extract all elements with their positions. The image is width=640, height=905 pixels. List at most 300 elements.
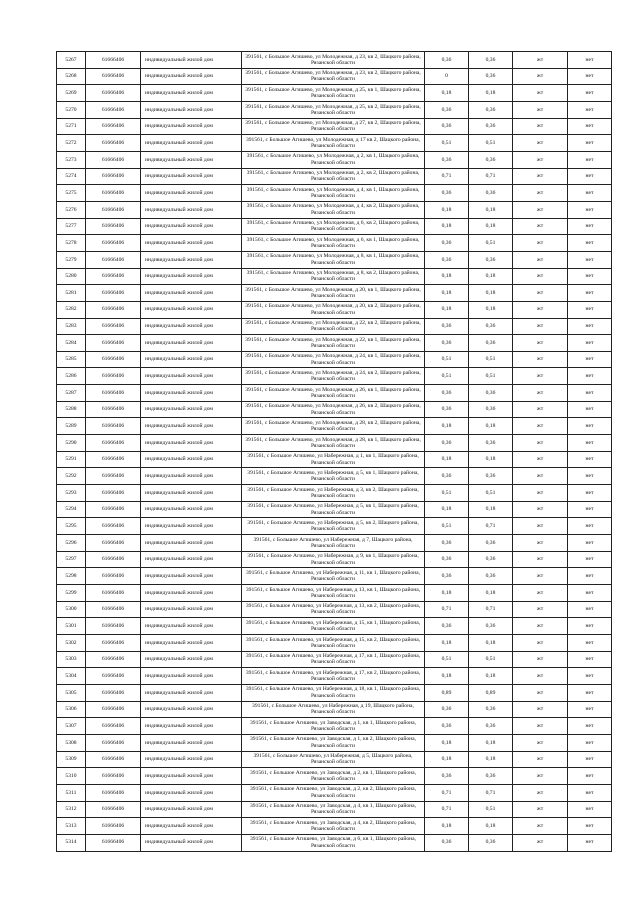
row-number-cell: 5277 [57,218,86,235]
usage-cell: жт [513,651,568,668]
address-cell: 391561, с Большое Агишево, ул Набережная, д 9, кв 1, Шацкого района, Рязанской области [242,551,425,568]
row-number-cell: 5287 [57,385,86,402]
oktmo-code-cell: 61666406 [86,601,141,618]
ownership-cell: нет [568,418,612,435]
oktmo-code-cell: 61666406 [86,684,141,701]
ownership-cell: нет [568,468,612,485]
table-row [57,168,612,185]
oktmo-code-cell: 61666406 [86,68,141,85]
object-type-cell: индивидуальный жилой дом [141,351,242,368]
usage-cell: жт [513,52,568,69]
area-total-cell: 0,71 [469,518,513,535]
area-total-cell: 0,18 [469,751,513,768]
area-value-cell: 0,36 [425,568,469,585]
address-cell: 391561, с Большое Агишево, ул Заводская, д 2, кв 2, Шацкого района, Рязанской области [242,784,425,801]
table-row [57,734,612,751]
row-number-cell: 5269 [57,85,86,102]
object-type-cell: индивидуальный жилой дом [141,401,242,418]
usage-cell: жт [513,135,568,152]
table-row [57,535,612,552]
area-value-cell: 0,51 [425,485,469,502]
ownership-cell: нет [568,218,612,235]
object-type-cell: индивидуальный жилой дом [141,118,242,135]
table-row [57,768,612,785]
object-type-cell: индивидуальный жилой дом [141,68,242,85]
area-value-cell: 0,18 [425,501,469,518]
table-row [57,335,612,352]
usage-cell: жт [513,668,568,685]
housing-registry-table [56,51,612,852]
usage-cell: жт [513,285,568,302]
address-cell: 391561, с Большое Агишево, ул Молодежная, д 22, кв 1, Шацкого района, Рязанской области [242,335,425,352]
area-value-cell: 0 [425,68,469,85]
table-row [57,435,612,452]
ownership-cell: нет [568,118,612,135]
area-total-cell: 0,36 [469,768,513,785]
ownership-cell: нет [568,668,612,685]
table-row [57,601,612,618]
oktmo-code-cell: 61666406 [86,268,141,285]
usage-cell: жт [513,568,568,585]
address-cell: 391561, с Большое Агишево, ул Молодежная, д 28, кв 1, Шацкого района, Рязанской области [242,435,425,452]
table-row [57,634,612,651]
ownership-cell: нет [568,85,612,102]
usage-cell: жт [513,801,568,818]
object-type-cell: индивидуальный жилой дом [141,601,242,618]
object-type-cell: индивидуальный жилой дом [141,801,242,818]
ownership-cell: нет [568,734,612,751]
address-cell: 391561, с Большое Агишево, ул Молодежная, д 27, кв 2, Шацкого района, Рязанской области [242,118,425,135]
table-row [57,85,612,102]
table-row [57,101,612,118]
address-cell: 391561, с Большое Агишево, ул Молодежная, д 6, кв 1, Шацкого района, Рязанской области [242,235,425,252]
oktmo-code-cell: 61666406 [86,568,141,585]
table-row [57,135,612,152]
area-value-cell: 0,36 [425,151,469,168]
usage-cell: жт [513,418,568,435]
area-total-cell: 0,18 [469,85,513,102]
row-number-cell: 5272 [57,135,86,152]
area-value-cell: 0,36 [425,718,469,735]
ownership-cell: нет [568,401,612,418]
row-number-cell: 5296 [57,535,86,552]
table-row [57,285,612,302]
table-row [57,568,612,585]
table-row [57,618,612,635]
area-total-cell: 0,36 [469,435,513,452]
row-number-cell: 5299 [57,585,86,602]
ownership-cell: нет [568,834,612,851]
ownership-cell: нет [568,601,612,618]
table-row [57,301,612,318]
area-total-cell: 0,36 [469,251,513,268]
row-number-cell: 5278 [57,235,86,252]
area-total-cell: 0,36 [469,385,513,402]
ownership-cell: нет [568,185,612,202]
row-number-cell: 5313 [57,818,86,835]
usage-cell: жт [513,218,568,235]
usage-cell: жт [513,251,568,268]
object-type-cell: индивидуальный жилой дом [141,668,242,685]
usage-cell: жт [513,318,568,335]
usage-cell: жт [513,235,568,252]
ownership-cell: нет [568,168,612,185]
area-value-cell: 0,36 [425,335,469,352]
area-value-cell: 0,18 [425,668,469,685]
table-row [57,718,612,735]
row-number-cell: 5297 [57,551,86,568]
table-row [57,68,612,85]
area-total-cell: 0,36 [469,718,513,735]
oktmo-code-cell: 61666406 [86,168,141,185]
area-value-cell: 0,18 [425,418,469,435]
oktmo-code-cell: 61666406 [86,118,141,135]
address-cell: 391561, с Большое Агишево, ул Молодежная, д 8, кв 2, Шацкого района, Рязанской области [242,268,425,285]
address-cell: 391561, с Большое Агишево, ул Молодежная, д 20, кв 1, Шацкого района, Рязанской области [242,285,425,302]
row-number-cell: 5295 [57,518,86,535]
address-cell: 391561, с Большое Агишево, ул Набережная, д 5, кв 2, Шацкого района, Рязанской области [242,518,425,535]
area-total-cell: 0,18 [469,201,513,218]
area-value-cell: 0,18 [425,85,469,102]
object-type-cell: индивидуальный жилой дом [141,235,242,252]
address-cell: 391561, с Большое Агишево, ул Молодежная, д 20, кв 2, Шацкого района, Рязанской области [242,301,425,318]
object-type-cell: индивидуальный жилой дом [141,101,242,118]
area-value-cell: 0,18 [425,751,469,768]
area-value-cell: 0,89 [425,684,469,701]
address-cell: 391561, с Большое Агишево, ул Молодежная, д 26, кв 2, Шацкого района, Рязанской области [242,401,425,418]
area-total-cell: 0,18 [469,285,513,302]
ownership-cell: нет [568,801,612,818]
table-row [57,501,612,518]
object-type-cell: индивидуальный жилой дом [141,718,242,735]
table-row [57,834,612,851]
usage-cell: жт [513,468,568,485]
oktmo-code-cell: 61666406 [86,468,141,485]
oktmo-code-cell: 61666406 [86,285,141,302]
ownership-cell: нет [568,568,612,585]
table-row [57,701,612,718]
usage-cell: жт [513,751,568,768]
object-type-cell: индивидуальный жилой дом [141,201,242,218]
ownership-cell: нет [568,68,612,85]
oktmo-code-cell: 61666406 [86,551,141,568]
oktmo-code-cell: 61666406 [86,385,141,402]
row-number-cell: 5271 [57,118,86,135]
usage-cell: жт [513,401,568,418]
usage-cell: жт [513,618,568,635]
oktmo-code-cell: 61666406 [86,151,141,168]
area-value-cell: 0,18 [425,301,469,318]
address-cell: 391561, с Большое Агишево, ул Молодежная, д 24, кв 1, Шацкого района, Рязанской области [242,351,425,368]
address-cell: 391561, с Большое Агишево, ул Заводская, д 1, кв 1, Шацкого района, Рязанской области [242,718,425,735]
row-number-cell: 5304 [57,668,86,685]
ownership-cell: нет [568,135,612,152]
area-total-cell: 0,18 [469,218,513,235]
object-type-cell: индивидуальный жилой дом [141,834,242,851]
area-value-cell: 0,36 [425,385,469,402]
usage-cell: жт [513,301,568,318]
oktmo-code-cell: 61666406 [86,751,141,768]
area-value-cell: 0,36 [425,834,469,851]
oktmo-code-cell: 61666406 [86,734,141,751]
object-type-cell: индивидуальный жилой дом [141,385,242,402]
area-value-cell: 0,36 [425,235,469,252]
object-type-cell: индивидуальный жилой дом [141,568,242,585]
object-type-cell: индивидуальный жилой дом [141,585,242,602]
usage-cell: жт [513,768,568,785]
oktmo-code-cell: 61666406 [86,52,141,69]
row-number-cell: 5300 [57,601,86,618]
oktmo-code-cell: 61666406 [86,135,141,152]
area-total-cell: 0,36 [469,535,513,552]
usage-cell: жт [513,385,568,402]
table-row [57,251,612,268]
object-type-cell: индивидуальный жилой дом [141,634,242,651]
address-cell: 391561, с Большое Агишево, ул Молодежная, д 8, кв 1, Шацкого района, Рязанской области [242,251,425,268]
usage-cell: жт [513,351,568,368]
ownership-cell: нет [568,585,612,602]
address-cell: 391561, с Большое Агишево, ул Молодежная, д 22, кв 2, Шацкого района, Рязанской области [242,318,425,335]
ownership-cell: нет [568,268,612,285]
address-cell: 391561, с Большое Агишево, ул Молодежная, д 25, кв 1, Шацкого района, Рязанской области [242,85,425,102]
row-number-cell: 5276 [57,201,86,218]
usage-cell: жт [513,784,568,801]
area-value-cell: 0,51 [425,368,469,385]
table-row [57,351,612,368]
ownership-cell: нет [568,285,612,302]
row-number-cell: 5279 [57,251,86,268]
ownership-cell: нет [568,201,612,218]
row-number-cell: 5292 [57,468,86,485]
object-type-cell: индивидуальный жилой дом [141,52,242,69]
row-number-cell: 5268 [57,68,86,85]
area-value-cell: 0,51 [425,518,469,535]
area-total-cell: 0,36 [469,318,513,335]
area-total-cell: 0,36 [469,618,513,635]
usage-cell: жт [513,268,568,285]
table-row [57,385,612,402]
address-cell: 391561, с Большое Агишево, ул Молодежная, д 17 кв 2, Шацкого района, Рязанской области [242,135,425,152]
area-value-cell: 0,18 [425,451,469,468]
address-cell: 391561, с Большое Агишево, ул Набережная, д 13, кв 1, Шацкого района, Рязанской области [242,585,425,602]
ownership-cell: нет [568,768,612,785]
object-type-cell: индивидуальный жилой дом [141,535,242,552]
table-row [57,485,612,502]
row-number-cell: 5273 [57,151,86,168]
table-row [57,585,612,602]
area-total-cell: 0,18 [469,501,513,518]
usage-cell: жт [513,601,568,618]
row-number-cell: 5311 [57,784,86,801]
area-value-cell: 0,36 [425,435,469,452]
ownership-cell: нет [568,451,612,468]
area-value-cell: 0,36 [425,551,469,568]
ownership-cell: нет [568,485,612,502]
address-cell: 391561, с Большое Агишево, ул Набережная, д 5, Шацкого района, Рязанской области [242,751,425,768]
row-number-cell: 5312 [57,801,86,818]
row-number-cell: 5275 [57,185,86,202]
table-row [57,185,612,202]
area-value-cell: 0,36 [425,535,469,552]
ownership-cell: нет [568,151,612,168]
usage-cell: жт [513,101,568,118]
area-total-cell: 0,36 [469,151,513,168]
row-number-cell: 5307 [57,718,86,735]
usage-cell: жт [513,501,568,518]
oktmo-code-cell: 61666406 [86,335,141,352]
row-number-cell: 5281 [57,285,86,302]
object-type-cell: индивидуальный жилой дом [141,468,242,485]
area-value-cell: 0,18 [425,285,469,302]
ownership-cell: нет [568,235,612,252]
row-number-cell: 5308 [57,734,86,751]
ownership-cell: нет [568,52,612,69]
ownership-cell: нет [568,518,612,535]
ownership-cell: нет [568,318,612,335]
area-value-cell: 0,18 [425,218,469,235]
address-cell: 391561, с Большое Агишево, ул Молодежная, д 28, кв 2, Шацкого района, Рязанской области [242,418,425,435]
row-number-cell: 5298 [57,568,86,585]
ownership-cell: нет [568,701,612,718]
area-value-cell: 0,51 [425,135,469,152]
oktmo-code-cell: 61666406 [86,834,141,851]
row-number-cell: 5294 [57,501,86,518]
oktmo-code-cell: 61666406 [86,235,141,252]
table-row [57,418,612,435]
area-value-cell: 0,18 [425,201,469,218]
table-row [57,668,612,685]
row-number-cell: 5310 [57,768,86,785]
registry-table-body [57,52,612,852]
object-type-cell: индивидуальный жилой дом [141,135,242,152]
usage-cell: жт [513,718,568,735]
address-cell: 391561, с Большое Агишево, ул Заводская, д 4, кв 1, Шацкого района, Рязанской области [242,801,425,818]
row-number-cell: 5306 [57,701,86,718]
row-number-cell: 5302 [57,634,86,651]
oktmo-code-cell: 61666406 [86,418,141,435]
object-type-cell: индивидуальный жилой дом [141,318,242,335]
table-row [57,52,612,69]
object-type-cell: индивидуальный жилой дом [141,784,242,801]
object-type-cell: индивидуальный жилой дом [141,618,242,635]
address-cell: 391561, с Большое Агишево, ул Набережная, д 17, кв 2, Шацкого района, Рязанской области [242,668,425,685]
object-type-cell: индивидуальный жилой дом [141,451,242,468]
address-cell: 391561, с Большое Агишево, ул Молодежная, д 23, кв 2, Шацкого района, Рязанской области [242,68,425,85]
object-type-cell: индивидуальный жилой дом [141,435,242,452]
area-value-cell: 0,36 [425,618,469,635]
area-total-cell: 0,36 [469,101,513,118]
address-cell: 391561, с Большое Агишево, ул Заводская, д 1, кв 2, Шацкого района, Рязанской области [242,734,425,751]
area-total-cell: 0,18 [469,301,513,318]
area-value-cell: 0,71 [425,168,469,185]
row-number-cell: 5270 [57,101,86,118]
row-number-cell: 5290 [57,435,86,452]
usage-cell: жт [513,585,568,602]
area-total-cell: 0,36 [469,834,513,851]
area-value-cell: 0,36 [425,101,469,118]
oktmo-code-cell: 61666406 [86,501,141,518]
address-cell: 391561, с Большое Агишево, ул Набережная, д 5, кв 1, Шацкого района, Рязанской области [242,468,425,485]
oktmo-code-cell: 61666406 [86,185,141,202]
oktmo-code-cell: 61666406 [86,801,141,818]
oktmo-code-cell: 61666406 [86,585,141,602]
table-row [57,684,612,701]
address-cell: 391561, с Большое Агишево, ул Набережная, д 11, кв 1, Шацкого района, Рязанской области [242,568,425,585]
ownership-cell: нет [568,551,612,568]
table-row [57,151,612,168]
usage-cell: жт [513,85,568,102]
address-cell: 391561, с Большое Агишево, ул Молодежная, д 25, кв 2, Шацкого района, Рязанской области [242,101,425,118]
row-number-cell: 5303 [57,651,86,668]
object-type-cell: индивидуальный жилой дом [141,301,242,318]
table-row [57,551,612,568]
ownership-cell: нет [568,435,612,452]
row-number-cell: 5280 [57,268,86,285]
object-type-cell: индивидуальный жилой дом [141,151,242,168]
object-type-cell: индивидуальный жилой дом [141,751,242,768]
area-total-cell: 0,71 [469,601,513,618]
area-value-cell: 0,18 [425,818,469,835]
object-type-cell: индивидуальный жилой дом [141,651,242,668]
ownership-cell: нет [568,535,612,552]
area-total-cell: 0,18 [469,268,513,285]
object-type-cell: индивидуальный жилой дом [141,251,242,268]
ownership-cell: нет [568,335,612,352]
address-cell: 391561, с Большое Агишево, ул Набережная, д 15, кв 1, Шацкого района, Рязанской области [242,618,425,635]
row-number-cell: 5301 [57,618,86,635]
oktmo-code-cell: 61666406 [86,535,141,552]
oktmo-code-cell: 61666406 [86,318,141,335]
oktmo-code-cell: 61666406 [86,701,141,718]
usage-cell: жт [513,701,568,718]
address-cell: 391561, с Большое Агишево, ул Набережная, д 17, кв 1, Шацкого района, Рязанской области [242,651,425,668]
ownership-cell: нет [568,718,612,735]
address-cell: 391561, с Большое Агишево, ул Набережная, д 18, кв 1, Шацкого района, Рязанской области [242,684,425,701]
address-cell: 391561, с Большое Агишево, ул Набережная, д 7, Шацкого района, Рязанской области [242,535,425,552]
ownership-cell: нет [568,618,612,635]
address-cell: 391561, с Большое Агишево, ул Молодежная, д 23, кв 2, Шацкого района, Рязанской области [242,52,425,69]
area-value-cell: 0,36 [425,251,469,268]
address-cell: 391561, с Большое Агишево, ул Заводская, д 2, кв 1, Шацкого района, Рязанской области [242,768,425,785]
ownership-cell: нет [568,684,612,701]
oktmo-code-cell: 61666406 [86,351,141,368]
row-number-cell: 5305 [57,684,86,701]
table-row [57,401,612,418]
area-total-cell: 0,51 [469,651,513,668]
object-type-cell: индивидуальный жилой дом [141,368,242,385]
area-value-cell: 0,18 [425,634,469,651]
address-cell: 391561, с Большое Агишево, ул Молодежная, д 4, кв 1, Шацкого района, Рязанской области [242,185,425,202]
row-number-cell: 5288 [57,401,86,418]
table-row [57,751,612,768]
ownership-cell: нет [568,784,612,801]
area-total-cell: 0,18 [469,668,513,685]
object-type-cell: индивидуальный жилой дом [141,418,242,435]
table-row [57,518,612,535]
oktmo-code-cell: 61666406 [86,218,141,235]
area-value-cell: 0,36 [425,468,469,485]
usage-cell: жт [513,734,568,751]
area-total-cell: 0,71 [469,168,513,185]
oktmo-code-cell: 61666406 [86,768,141,785]
address-cell: 391561, с Большое Агишево, ул Набережная, д 3, кв 2, Шацкого района, Рязанской области [242,485,425,502]
usage-cell: жт [513,201,568,218]
ownership-cell: нет [568,634,612,651]
area-total-cell: 0,71 [469,784,513,801]
ownership-cell: нет [568,251,612,268]
area-total-cell: 0,18 [469,418,513,435]
usage-cell: жт [513,684,568,701]
